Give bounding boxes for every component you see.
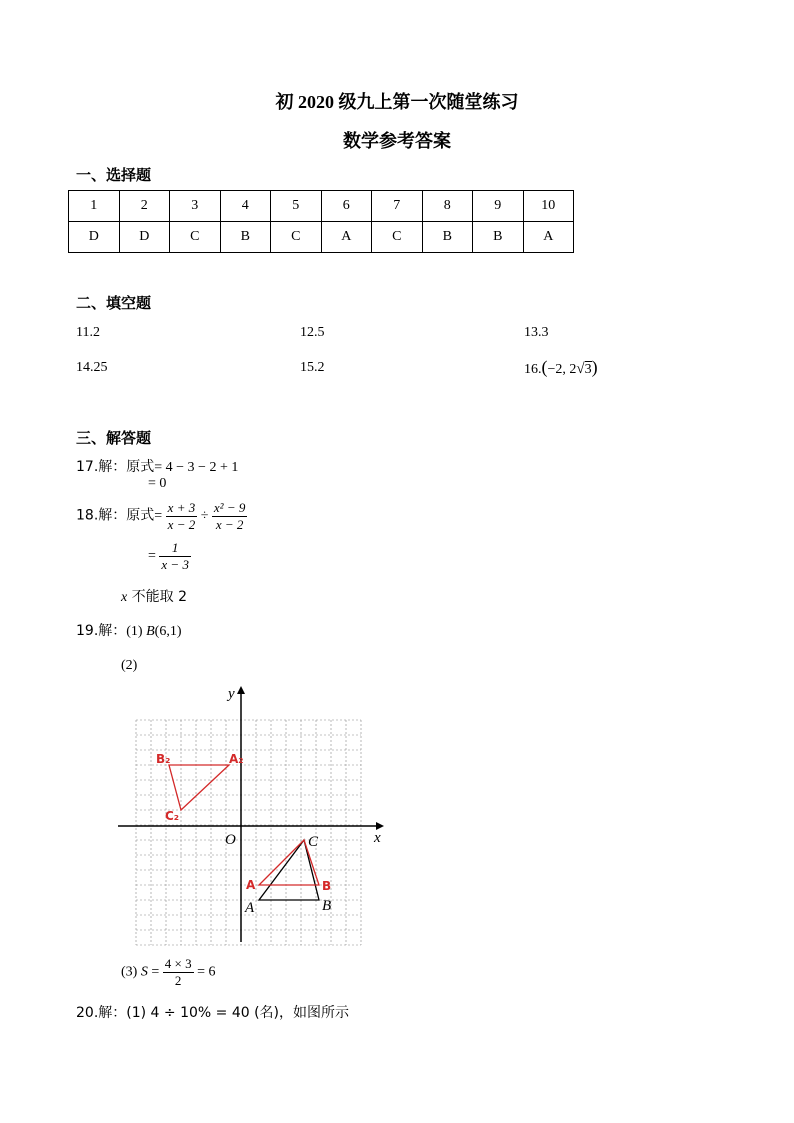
table-cell: B [220, 222, 271, 253]
point-label-a: A [245, 900, 255, 916]
q18-line2 [148, 540, 191, 573]
page-subtitle: 数学参考答案 [343, 131, 451, 151]
table-cell: B [473, 222, 524, 253]
red-label-a2: A₂ [229, 752, 244, 766]
point-label-b: B [322, 898, 332, 914]
q17-line2: = 0 [148, 476, 167, 491]
q19-label: 19.解： [76, 623, 127, 639]
x-axis-label: x [374, 830, 381, 846]
section3-heading: 三、解答题 [76, 429, 152, 447]
fill-answer-11: 11.2 [76, 325, 100, 340]
table-cell: C [170, 222, 221, 253]
table-cell: D [119, 222, 170, 253]
red-label-c2: C₂ [165, 809, 180, 823]
q17-label: 17.解： [76, 459, 127, 475]
table-cell: C [271, 222, 322, 253]
table-cell: A [321, 222, 372, 253]
q19-part3: (3) S = $\frac{4 \times 3}{2}$ = 6 [121, 956, 216, 988]
q18-fraction-1: $\frac{x + 3}{x - 2}$ [167, 500, 196, 532]
fill-answer-13: 13.3 [524, 325, 549, 340]
section2-heading: 二、填空题 [76, 294, 152, 312]
q18-prefix: 原式 [126, 507, 155, 524]
q18-eq: = [154, 508, 163, 524]
table-cell: 8 [422, 191, 473, 222]
q19-fraction: $\frac{4 \times 3}{2}$ [164, 956, 192, 988]
q18-label: 18.解： [76, 507, 127, 524]
table-cell: 6 [321, 191, 372, 222]
q18-fraction-2: $\frac{\text{x² − 9}}{x - 2}$ [213, 500, 246, 532]
q20-line1 [76, 1002, 349, 1022]
origin-label: O [225, 832, 236, 848]
table-cell: 2 [119, 191, 170, 222]
table-cell: B [422, 222, 473, 253]
fill-answer-16-body: −2, 2 [547, 362, 577, 377]
table-cell: D [69, 222, 120, 253]
q18-eq2: = [148, 548, 156, 564]
table-cell: A [523, 222, 574, 253]
red-label-b2: B₂ [156, 752, 171, 766]
y-axis-label: y [228, 686, 235, 702]
coordinate-graph [118, 684, 384, 946]
table-cell: 4 [220, 191, 271, 222]
q17-expr: = 4 − 3 − 2 + 1 [154, 460, 239, 475]
q19-part2: (2) [121, 658, 138, 673]
q19-line1: 19.解：(1) B(6,1) [76, 623, 182, 639]
fill-answer-12: 12.5 [300, 325, 325, 340]
fill-answer-15: 15.2 [300, 360, 325, 375]
q20-text: (1) 4 ÷ 10% = 40 (名)，如图所示 [126, 1005, 350, 1021]
red-label-b: B [322, 879, 332, 893]
q18-fraction-3: $\frac{1}{x - 3}$ [161, 540, 189, 572]
point-label-c: C [308, 834, 319, 850]
table-cell: 7 [372, 191, 423, 222]
q18-note: x 不能取 2 [121, 589, 188, 605]
red-label-a: A [246, 878, 256, 892]
page-title: 初 2020 级九上第一次随堂练习 [275, 92, 519, 112]
q18-line1 [76, 500, 247, 533]
table-cell: 3 [170, 191, 221, 222]
section1-heading: 一、选择题 [76, 166, 152, 184]
answer-table [68, 190, 574, 253]
fill-answer-16-label: 16. [524, 362, 542, 377]
table-cell: C [372, 222, 423, 253]
table-cell: 1 [69, 191, 120, 222]
table-cell: 10 [523, 191, 574, 222]
fill-answer-16-root: 3 [584, 362, 592, 377]
table-cell: 9 [473, 191, 524, 222]
x-axis-arrow [376, 822, 384, 830]
triangle-a2b2c2 [169, 765, 229, 810]
q20-label: 20.解： [76, 1005, 127, 1021]
q17-line1 [76, 456, 238, 476]
table-cell: 5 [271, 191, 322, 222]
table-row-numbers [69, 191, 574, 222]
fill-answer-16: 16.(−2, 2√3) [524, 357, 598, 377]
table-row-answers [69, 222, 574, 253]
q17-prefix: 原式 [126, 459, 155, 475]
y-axis-arrow [237, 686, 245, 694]
fill-answer-14: 14.25 [76, 360, 108, 375]
q18-op: ÷ [200, 508, 209, 524]
